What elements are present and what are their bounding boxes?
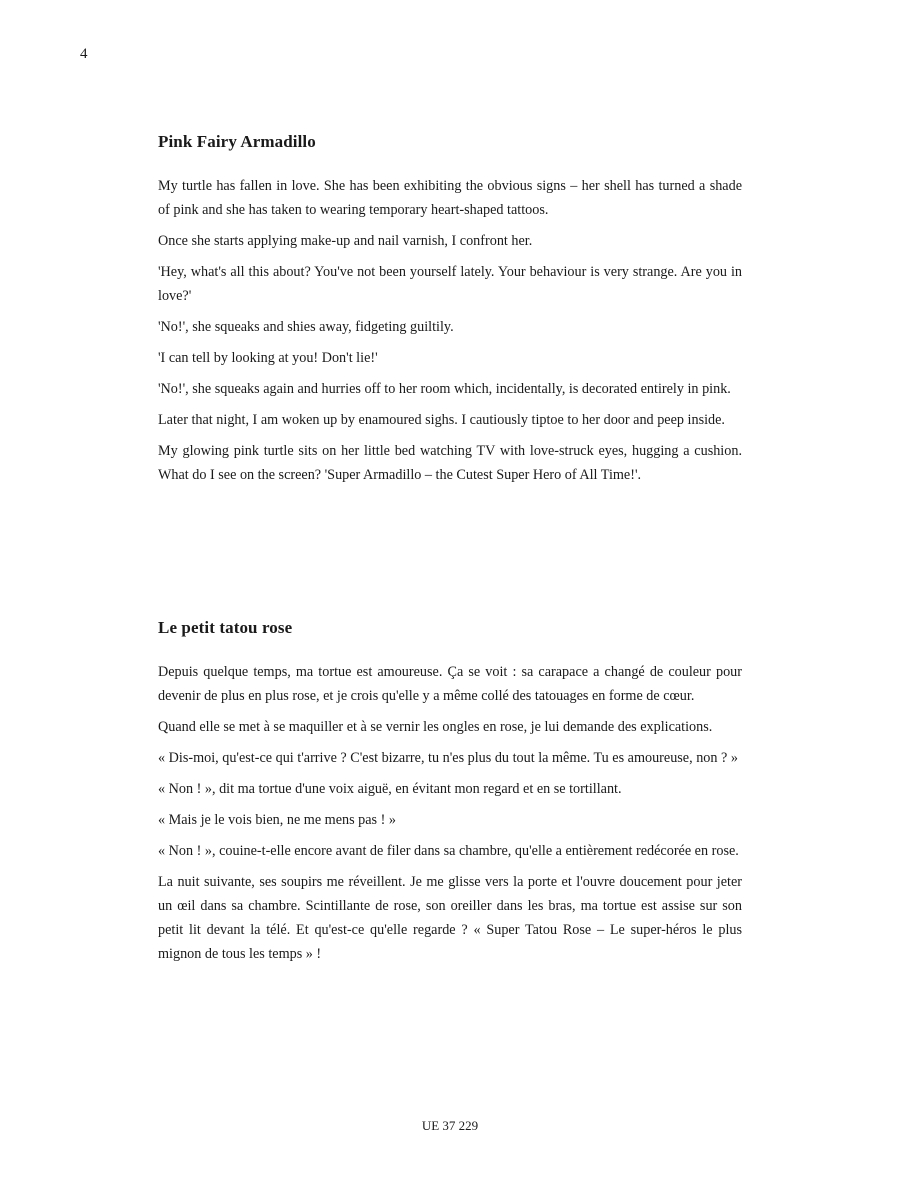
english-paragraph: 'No!', she squeaks and shies away, fidgeting guiltily. [158,319,454,335]
english-paragraph: 'Hey, what's all this about? You've not been yourself lately. Your behaviour is very strange. Are you in love?' [158,264,742,304]
english-paragraph: 'I can tell by looking at you! Don't lie!' [158,350,378,366]
english-paragraph: My turtle has fallen in love. She has been exhibiting the obvious signs – her shell has turned a shade of pink and she has taken to wearing temporary heart-shaped tattoos. [158,178,742,218]
french-paragraph: La nuit suivante, ses soupirs me réveillent. Je me glisse vers la porte et l'ouvre doucement pour jeter un œil dans sa chambre. Scintillante de rose, son oreiller dans les bras, ma tortue est assise sur son petit lit devant la télé. Et qu'est-ce qu'elle regarde ? « Super Tatou Rose – Le super-héros le plus mignon de tous les temps » ! [158,874,742,962]
english-paragraph: 'No!', she squeaks again and hurries off to her room which, incidentally, is decorated entirely in pink. [158,381,731,397]
english-paragraph: My glowing pink turtle sits on her little bed watching TV with love-struck eyes, hugging a cushion. What do I see on the screen? 'Super Armadillo – the Cutest Super Hero of All Time!'. [158,443,742,483]
english-title: Pink Fairy Armadillo [158,132,316,151]
french-paragraph: « Mais je le vois bien, ne me mens pas ! » [158,812,396,828]
english-story [158,132,742,494]
page-footer-code: UE 37 229 [421,1118,479,1133]
english-paragraph: Later that night, I am woken up by enamoured sighs. I cautiously tiptoe to her door and peep inside. [158,412,725,428]
french-story [158,618,742,973]
french-paragraph: « Dis-moi, qu'est-ce qui t'arrive ? C'est bizarre, tu n'es plus du tout la même. Tu es amoureuse, non ? » [158,750,738,766]
english-paragraph: Once she starts applying make-up and nail varnish, I confront her. [158,233,533,249]
page-number: 4 [80,46,88,62]
french-paragraph: Quand elle se met à se maquiller et à se vernir les ongles en rose, je lui demande des explications. [158,719,713,735]
french-paragraph: Depuis quelque temps, ma tortue est amoureuse. Ça se voit : sa carapace a changé de couleur pour devenir de plus en plus rose, et je crois qu'elle y a même collé des tatouages en forme de cœur. [158,664,742,704]
french-paragraph: « Non ! », couine-t-elle encore avant de filer dans sa chambre, qu'elle a entièrement redécorée en rose. [158,843,739,859]
french-title: Le petit tatou rose [158,618,293,637]
french-paragraph: « Non ! », dit ma tortue d'une voix aiguë, en évitant mon regard et en se tortillant. [158,781,622,797]
